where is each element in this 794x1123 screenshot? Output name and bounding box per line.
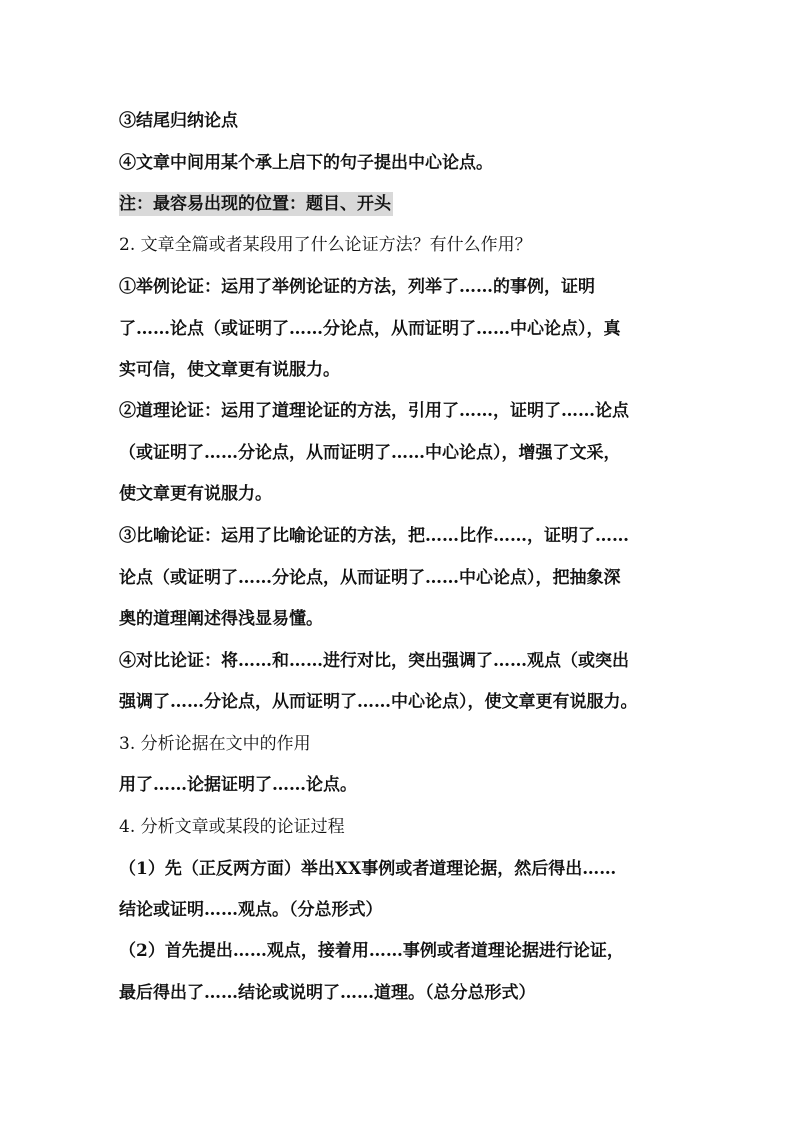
text-line-metaphor-argument-1: ③比喻论证：运用了比喻论证的方法，把……比作……，证明了……	[119, 526, 629, 546]
question-heading-3: 3. 分析论据在文中的作用	[119, 734, 311, 754]
text-line-process-2b: 最后得出了……结论或说明了……道理。（总分总形式）	[119, 983, 536, 1003]
text-line-example-argument-1: ①举例论证：运用了举例论证的方法，列举了……的事例，证明	[119, 277, 595, 297]
text-line-process-1b: 结论或证明……观点。（分总形式）	[119, 900, 383, 920]
text-line-reason-argument-3: 使文章更有说服力。	[119, 484, 272, 504]
note-text: 注：最容易出现的位置：题目、开头	[119, 194, 391, 214]
text-line-evidence-role: 用了……论据证明了……论点。	[119, 775, 357, 795]
question-heading-2: 2. 文章全篇或者某段用了什么论证方法？有什么作用？	[119, 235, 532, 255]
text-line-example-argument-2: 了……论点（或证明了……分论点，从而证明了……中心论点），真	[119, 319, 621, 339]
text-line-reason-argument-2: （或证明了……分论点，从而证明了……中心论点），增强了文采，	[119, 443, 621, 463]
text-line-process-2a: （2）首先提出……观点，接着用……事例或者道理论据进行论证，	[119, 941, 624, 961]
text-line-metaphor-argument-2: 论点（或证明了……分论点，从而证明了……中心论点），把抽象深	[119, 568, 621, 588]
note-highlight	[119, 192, 689, 216]
text-line-example-argument-3: 实可信，使文章更有说服力。	[119, 360, 340, 380]
question-heading-4: 4. 分析文章或某段的论证过程	[119, 817, 345, 837]
text-line-contrast-argument-2: 强调了……分论点，从而证明了……中心论点），使文章更有说服力。	[119, 692, 638, 712]
text-line-middle-sentence: ④文章中间用某个承上启下的句子提出中心论点。	[119, 153, 493, 173]
text-line-reason-argument-1: ②道理论证：运用了道理论证的方法，引用了……，证明了……论点	[119, 401, 629, 421]
text-line-conclusion-point: ③结尾归纳论点	[119, 111, 238, 131]
text-line-contrast-argument-1: ④对比论证：将……和……进行对比，突出强调了……观点（或突出	[119, 651, 629, 671]
text-line-metaphor-argument-3: 奥的道理阐述得浅显易懂。	[119, 609, 323, 629]
text-line-process-1a: （1）先（正反两方面）举出XX事例或者道理论据，然后得出……	[119, 859, 617, 879]
